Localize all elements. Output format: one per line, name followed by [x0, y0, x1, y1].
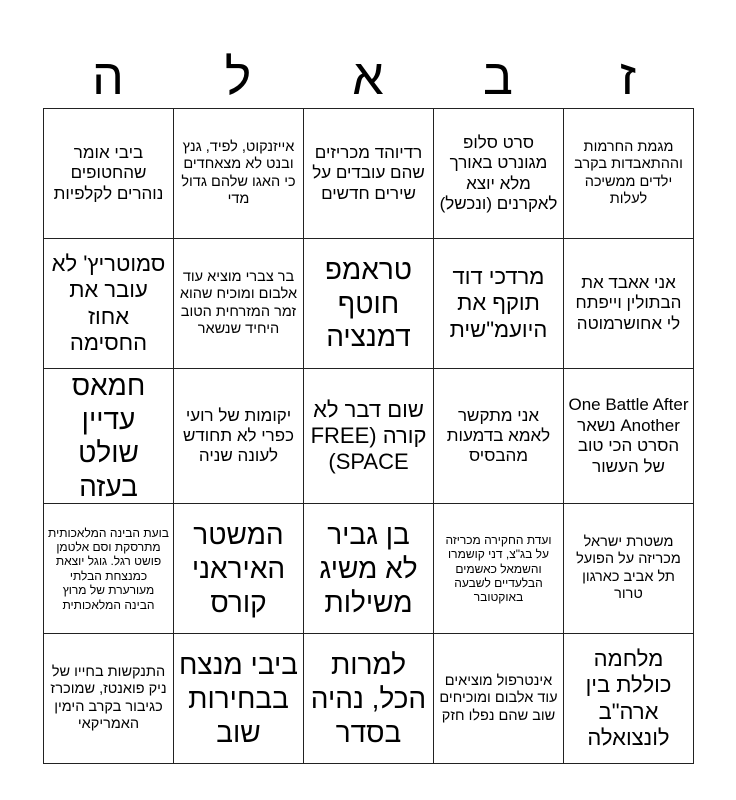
board-row	[44, 634, 694, 764]
board-row	[44, 239, 694, 369]
bingo-cell[interactable]: המשטר האיראני קורס	[174, 504, 304, 634]
bingo-cell[interactable]: ועדת החקירה מכריזה על בג"צ, דני קושמרו והשמאל כאשמים הבלעדיים לשבעה באוקטובר	[434, 504, 564, 634]
bingo-cell[interactable]: One Battle After Another נשאר הסרט הכי טוב של העשור	[564, 369, 694, 504]
bingo-cell[interactable]: מלחמה כוללת בין ארה"ב לונצואלה	[564, 634, 694, 764]
bingo-cell[interactable]: אני מתקשר לאמא בדמעות מהבסיס	[434, 369, 564, 504]
bingo-cell[interactable]: ביבי מנצח בבחירות שוב	[174, 634, 304, 764]
bingo-cell[interactable]: חמאס עדיין שולט בעזה	[44, 369, 174, 504]
header-letter: ב	[483, 49, 513, 105]
bingo-cell[interactable]: יקומות של רועי כפרי לא תחודש לעונה שניה	[174, 369, 304, 504]
bingo-cell[interactable]: התנקשות בחייו של ניק פואנטז, שמוכרז כגיבור בקרב הימין האמריקאי	[44, 634, 174, 764]
header-letter: ה	[92, 49, 124, 105]
bingo-board	[43, 108, 694, 764]
board-row	[44, 504, 694, 634]
header-letter: א	[352, 49, 384, 105]
bingo-cell[interactable]: סרט סלופ מגונרט באורך מלא יוצא לאקרנים (ונכשל)	[434, 109, 564, 239]
board-row	[44, 369, 694, 504]
bingo-cell-free-space[interactable]: שום דבר לא קורה (FREE SPACE)	[304, 369, 434, 504]
header-letter: ז	[619, 49, 637, 105]
bingo-cell[interactable]: בן גביר לא משיג משילות	[304, 504, 434, 634]
bingo-cell[interactable]: סמוטריץ' לא עובר את אחוז החסימה	[44, 239, 174, 369]
bingo-cell[interactable]: רדיוהד מכריזים שהם עובדים על שירים חדשים	[304, 109, 434, 239]
header-letter: ל	[224, 49, 252, 105]
bingo-cell[interactable]: אני אאבד את הבתולין וייפתח לי אחושרמוטה	[564, 239, 694, 369]
bingo-cell[interactable]: למרות הכל, נהיה בסדר	[304, 634, 434, 764]
bingo-cell[interactable]: מגמת החרמות וההתאבדות בקרב ילדים ממשיכה לעלות	[564, 109, 694, 239]
bingo-cell[interactable]: בר צברי מוציא עוד אלבום ומוכיח שהוא זמר המזרחית הטוב היחיד שנשאר	[174, 239, 304, 369]
bingo-cell[interactable]: אינטרפול מוציאים עוד אלבום ומוכיחים שוב שהם נפלו חזק	[434, 634, 564, 764]
bingo-cell[interactable]: טראמפ חוטף דמנציה	[304, 239, 434, 369]
bingo-cell[interactable]: בועת הבינה המלאכותית מתרסקת וסם אלטמן פושט רגל. גוגל יוצאת כמנצחת הבלתי מעורערת של מרוץ הבינה המלאכותית	[44, 504, 174, 634]
bingo-cell[interactable]: מרדכי דוד תוקף את היועמ"שית	[434, 239, 564, 369]
bingo-cell[interactable]: ביבי אומר שהחטופים נוהרים לקלפיות	[44, 109, 174, 239]
bingo-header	[43, 48, 693, 106]
bingo-cell[interactable]: משטרת ישראל מכריזה על הפועל תל אביב כארגון טרור	[564, 504, 694, 634]
bingo-cell[interactable]: אייזנקוט, לפיד, גנץ ובנט לא מצאחדים כי האגו שלהם גדול מדי	[174, 109, 304, 239]
board-row	[44, 109, 694, 239]
